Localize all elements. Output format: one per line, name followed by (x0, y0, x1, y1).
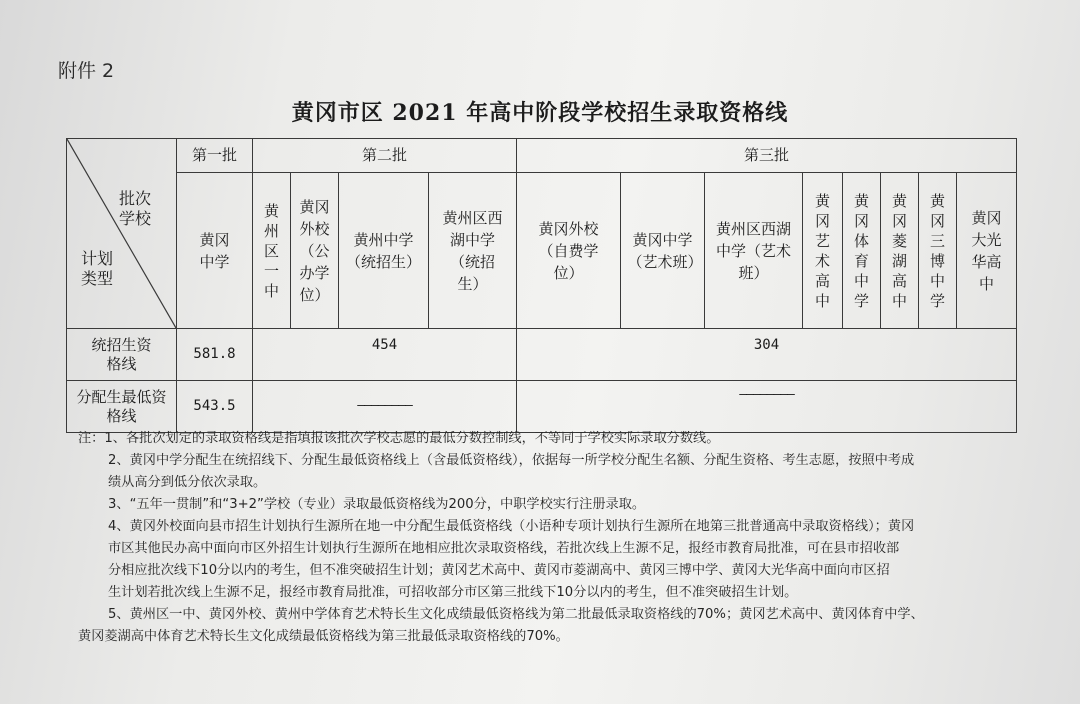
note-4-cont-1: 市区其他民办高中面向市区外招生计划执行生源所在地相应批次录取资格线，若批次线上生源不足，报经市教育局批准，可在县市招收部 (108, 541, 900, 556)
batch3-header: 第三批 (517, 139, 1017, 173)
corner-header-cell (67, 139, 177, 329)
school-huangzhou-high: 黄州中学（统招生） (339, 173, 429, 329)
batch1-header: 第一批 (177, 139, 253, 173)
corner-label-plan-type: 计划类型 (81, 249, 114, 288)
school-huanggang-sports: 黄冈体育中学 (843, 173, 881, 329)
school-huangzhou-no1: 黄州区一中 (253, 173, 291, 329)
school-xihu-art: 黄州区西湖中学（艺术班） (705, 173, 803, 329)
admission-score-table (66, 138, 1017, 433)
note-5: 5、黄州区一中、黄冈外校、黄州中学体育艺术特长生文化成绩最低资格线为第二批最低录取资格线的70%；黄冈艺术高中、黄冈体育中学、 (108, 607, 924, 622)
unified-batch3-value: 304 (517, 329, 1017, 381)
row-label-unified: 统招生资格线 (67, 329, 177, 381)
note-2: 2、黄冈中学分配生在统招线下、分配生最低资格线上（含最低资格线），依据每一所学校分配生名额、分配生资格、考生志愿，按照中考成 (108, 453, 915, 468)
batch2-header: 第二批 (253, 139, 517, 173)
notes-section (78, 428, 1018, 648)
note-4: 4、黄冈外校面向县市招生计划执行生源所在地一中分配生最低资格线（小语种专项计划执行生源所在地第三批普通高中录取资格线）；黄冈 (108, 519, 915, 534)
school-huanggang-high: 黄冈中学 (177, 173, 253, 329)
unified-batch2-value: 454 (253, 329, 517, 381)
allocated-batch1-value: 543.5 (177, 381, 253, 433)
school-sanbo: 黄冈三博中学 (919, 173, 957, 329)
note-3: 3、“五年一贯制”和“3+2”学校（专业）录取最低资格线为200分，中职学校实行注册录取。 (108, 497, 646, 512)
school-huanggang-art: 黄冈艺术高中 (803, 173, 843, 329)
school-huanggang-foreign-self: 黄冈外校（自费学位） (517, 173, 621, 329)
attachment-label: 附件 2 (58, 60, 115, 82)
note-2-cont: 绩从高分到低分依次录取。 (108, 475, 267, 490)
diagonal-divider (67, 139, 176, 328)
school-huanggang-foreign-public: 黄冈外校（公办学位） (291, 173, 339, 329)
allocated-batch2-value: ———————— (253, 381, 517, 433)
school-huanggang-high-art: 黄冈中学（艺术班） (621, 173, 705, 329)
note-4-cont-2: 分相应批次线下10分以内的考生，但不准突破招生计划；黄冈艺术高中、黄冈市菱湖高中、黄冈三博中学、黄冈大光华高中面向市区招 (108, 563, 890, 578)
note-4-cont-3: 生计划若批次线上生源不足，报经市教育局批准，可招收部分市区第三批线下10分以内的考生，但不准突破招生计划。 (108, 585, 798, 600)
allocated-batch3-value: ———————— (517, 381, 1017, 433)
row-label-allocated: 分配生最低资格线 (67, 381, 177, 433)
school-xihu-high: 黄州区西湖中学（统招生） (429, 173, 517, 329)
note-1: 注：1、各批次划定的录取资格线是指填报该批次学校志愿的最低分数控制线，不等同于学校实际录取分数线。 (78, 431, 720, 446)
note-5-cont: 黄冈菱湖高中体育艺术特长生文化成绩最低资格线为第三批最低录取资格线的70%。 (78, 629, 569, 644)
school-linghu: 黄冈菱湖高中 (881, 173, 919, 329)
corner-label-batch-school: 批次学校 (119, 189, 152, 228)
unified-batch1-value: 581.8 (177, 329, 253, 381)
school-daguanghua: 黄冈大光华高中 (957, 173, 1017, 329)
document-title: 黄冈市区 2021 年高中阶段学校招生录取资格线 (291, 100, 789, 126)
